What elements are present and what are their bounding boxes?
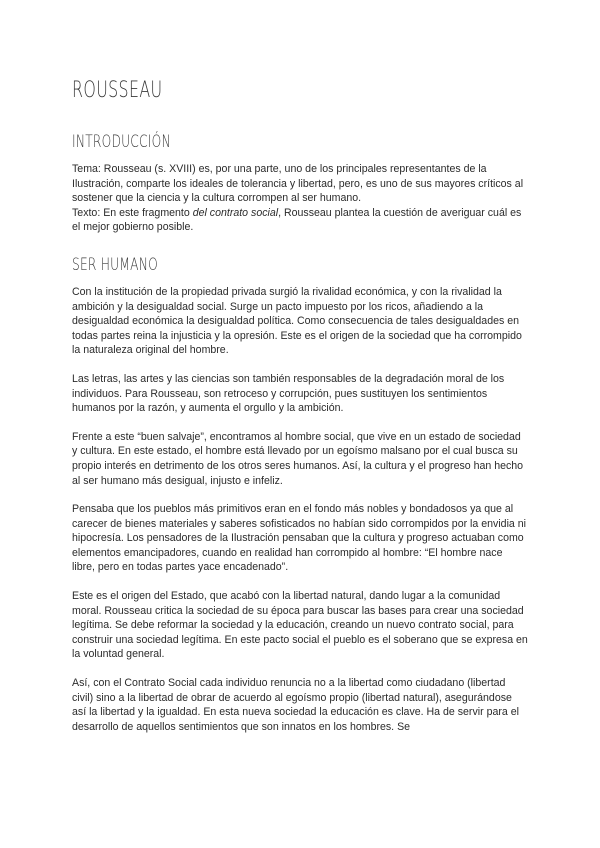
body-paragraph: Frente a este “buen salvaje”, encontramos al hombre social, que vive en un estado de sociedad y cultura. En este estado, el hombre está llevado por un egoísmo malsano por el cual busca su propio interés en detrimento de los otros seres humanos. Así, la cultura y el progreso han hecho al ser humano más desigual, injusto e infeliz. [72, 430, 524, 487]
body-paragraph: Así, con el Contrato Social cada individuo renuncia no a la libertad como ciudadano (libertad civil) sino a la libertad de obrar de acuerdo al egoísmo propio (libertad natural), asegurándose así la libertad y la igualdad. En esta nueva sociedad la educación es clave. Ha de servir para el desarrollo de aquellos sentimientos que son innatos en los hombres. Se [72, 677, 519, 733]
section-ser-humano [72, 255, 528, 734]
document-title: ROUSSEAU [72, 78, 163, 103]
intro-texto-before: Texto: En este fragmento [72, 206, 193, 219]
intro-tema-paragraph: Tema: Rousseau (s. XVIII) es, por una parte, uno de los principales representantes de la Ilustración, comparte los ideales de tolerancia y libertad, pero, es uno de sus mayores críticos al sostener que la ciencia y la cultura corrompen al ser humano. [72, 163, 524, 205]
section-heading: INTRODUCCIÓN [72, 132, 171, 152]
section-introduccion [72, 132, 528, 235]
body-paragraph: Con la institución de la propiedad privada surgió la rivalidad económica, y con la rivalidad la ambición y la desigualdad social. Surge un pacto impuesto por los ricos, añadiendo a la desigualdad económica la desigualdad política. Como consecuencia de tales desigualdades en todas partes reina la injusticia y la opresión. Este es el origen de la sociedad que ha corrompido la naturaleza original del hombre. [72, 285, 522, 357]
section-heading: SER HUMANO [72, 254, 158, 275]
intro-texto-paragraph [72, 206, 528, 235]
intro-texto-after: , Rousseau plantea la cuestión de averiguar cuál es el mejor gobierno posible. [72, 206, 522, 234]
body-paragraph: Este es el origen del Estado, que acabó con la libertad natural, dando lugar a la comunidad moral. Rousseau critica la sociedad de su época para buscar las bases para crear una sociedad legítima. Se debe reformar la sociedad y la educación, creando un nuevo contrato social, para construir una sociedad legítima. En este pacto social el pueblo es el soberano que se expresa en la voluntad general. [72, 590, 528, 661]
body-paragraph: Pensaba que los pueblos más primitivos eran en el fondo más nobles y bondadosos ya que al carecer de bienes materiales y saberes sofisticados no habían sido corrompidos por la envidia ni hipocresía. Los pensadores de la Ilustración pensaban que la cultura y progreso actuaban como elementos emancipadores, cuando en realidad han corrompido al hombre: “El hombre nace libre, pero en todas partes yace encadenado”. [72, 503, 527, 574]
body-paragraph: Las letras, las artes y las ciencias son también responsables de la degradación moral de los individuos. Para Rousseau, son retroceso y corrupción, pues sustituyen los sentimientos humanos por la razón, y aumenta el orgullo y la ambición. [72, 372, 505, 415]
document-content [72, 78, 528, 754]
intro-texto-italic: del contrato social [192, 206, 279, 219]
